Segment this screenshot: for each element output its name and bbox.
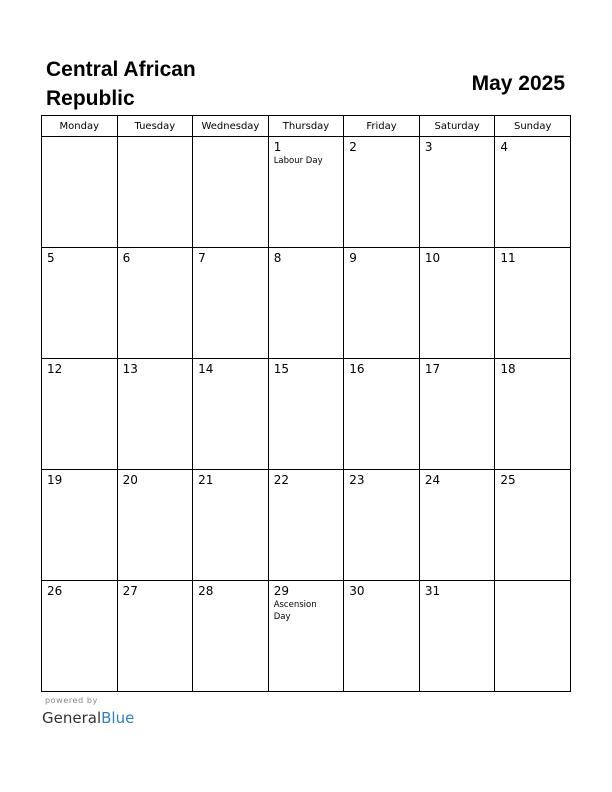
day-cell (495, 470, 571, 581)
day-cell (42, 248, 118, 359)
day-cell (495, 359, 571, 470)
day-cell (42, 581, 118, 692)
week-row (42, 248, 571, 359)
month-year-title: May 2025 (471, 72, 565, 95)
day-cell (344, 137, 420, 248)
weekday-sunday: Sunday (495, 116, 571, 137)
day-number: 8 (273, 251, 282, 265)
day-number: 9 (349, 251, 357, 265)
day-number: 11 (500, 251, 516, 265)
day-number: 19 (47, 473, 63, 487)
day-number: 25 (500, 473, 516, 487)
day-number: 18 (500, 362, 516, 376)
brand-general-text: General (42, 709, 102, 727)
day-cell (42, 137, 118, 248)
day-number: 26 (47, 584, 63, 598)
weekday-saturday: Saturday (419, 116, 495, 137)
day-cell (419, 470, 495, 581)
generalblue-logo (42, 708, 134, 728)
weekday-header-row (42, 116, 571, 137)
day-cell (495, 248, 571, 359)
day-number (118, 137, 193, 140)
day-cell (193, 581, 269, 692)
day-cell (344, 359, 420, 470)
week-row (42, 359, 571, 470)
footer-branding (42, 696, 134, 728)
day-number: 17 (424, 362, 441, 376)
weekday-monday: Monday (42, 116, 118, 137)
day-number: 22 (273, 473, 289, 487)
day-cell (268, 137, 344, 248)
day-number: 24 (424, 473, 441, 487)
day-cell (344, 581, 420, 692)
calendar-grid (41, 115, 571, 692)
day-cell (193, 248, 269, 359)
day-number: 2 (349, 140, 357, 154)
day-number: 29 (273, 584, 289, 598)
week-row (42, 137, 571, 248)
weekday-friday: Friday (344, 116, 420, 137)
day-number: 20 (122, 473, 138, 487)
day-number: 27 (122, 584, 138, 598)
day-number: 14 (198, 362, 214, 376)
day-cell (419, 248, 495, 359)
day-cell (193, 137, 269, 248)
week-row (42, 581, 571, 692)
day-cell (42, 359, 118, 470)
day-cell (42, 470, 118, 581)
day-cell (268, 581, 344, 692)
day-number: 5 (47, 251, 55, 265)
day-number (42, 137, 117, 140)
day-number: 7 (198, 251, 206, 265)
day-number: 6 (122, 251, 131, 265)
weekday-wednesday: Wednesday (193, 116, 269, 137)
day-number: 28 (198, 584, 214, 598)
day-cell (344, 470, 420, 581)
day-cell (193, 359, 269, 470)
day-number: 12 (47, 362, 63, 376)
week-row (42, 470, 571, 581)
brand-blue-text: Blue (101, 709, 135, 727)
day-cell (117, 581, 193, 692)
day-number (193, 137, 268, 140)
day-number: 4 (500, 140, 509, 154)
powered-by-label: powered by (45, 696, 98, 705)
day-cell (268, 470, 344, 581)
day-cell (419, 137, 495, 248)
day-number (495, 581, 570, 584)
weekday-tuesday: Tuesday (117, 116, 193, 137)
day-number: 23 (349, 473, 365, 487)
day-number: 3 (424, 140, 433, 154)
day-cell (193, 470, 269, 581)
day-number: 1 (273, 140, 282, 154)
country-title: Central African Republic (46, 58, 196, 110)
day-number: 10 (424, 251, 441, 265)
day-cell (117, 359, 193, 470)
day-cell (495, 137, 571, 248)
day-cell (117, 470, 193, 581)
day-cell (117, 248, 193, 359)
day-cell (419, 581, 495, 692)
holiday-label: Labour Day (273, 156, 323, 166)
day-number: 31 (424, 584, 441, 598)
day-cell (495, 581, 571, 692)
day-cell (344, 248, 420, 359)
day-cell (268, 248, 344, 359)
day-cell (419, 359, 495, 470)
day-cell (268, 359, 344, 470)
weekday-thursday: Thursday (268, 116, 344, 137)
day-number: 16 (349, 362, 365, 376)
day-number: 13 (122, 362, 138, 376)
day-cell (117, 137, 193, 248)
day-number: 15 (273, 362, 289, 376)
holiday-label: Ascension Day (273, 600, 317, 622)
day-number: 30 (349, 584, 365, 598)
day-number: 21 (198, 473, 214, 487)
